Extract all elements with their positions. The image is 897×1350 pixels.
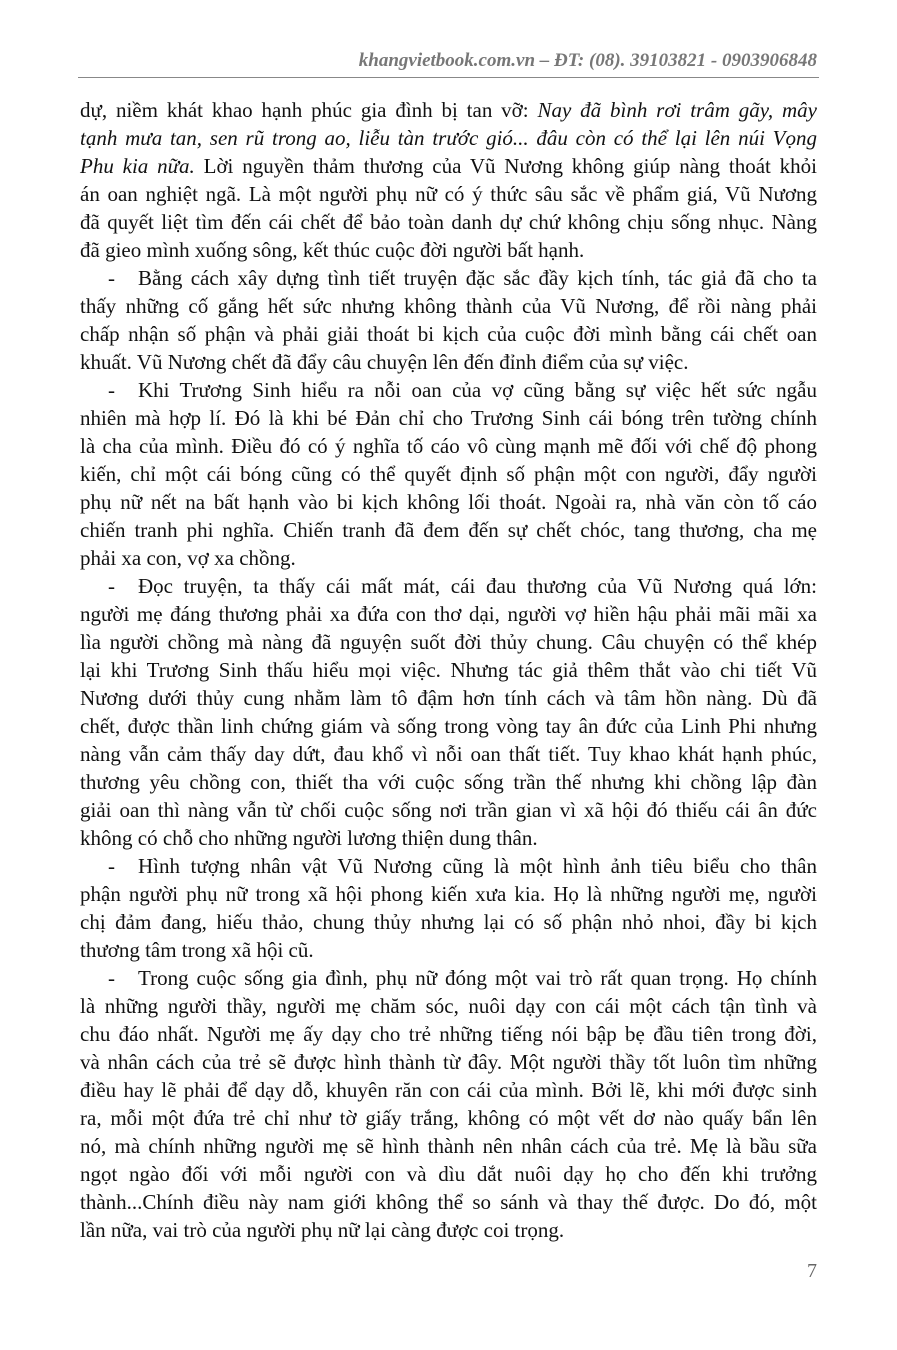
- text-line: [80, 1020, 817, 1048]
- text-run: kiến, chỉ một cái bóng cũng có thể quyết định số phận một con người, đẩy người: [80, 462, 817, 486]
- text-run: người mẹ đáng thương phải xa đứa con thơ dại, người vợ hiền hậu phải mãi mãi xa: [80, 602, 817, 626]
- text-run: chiến tranh phi nghĩa. Chiến tranh đã đem đến sự chết chóc, tang thương, cha mẹ: [80, 518, 817, 542]
- text-line: [80, 264, 817, 292]
- bullet-dash: -: [108, 574, 115, 598]
- text-line: [80, 152, 817, 180]
- text-line: [80, 236, 817, 264]
- text-run: thương tâm trong xã hội cũ.: [80, 938, 314, 962]
- text-line: [80, 1104, 817, 1132]
- text-line: [80, 348, 817, 376]
- bullet-dash: -: [108, 378, 115, 402]
- text-run: giải oan thì nàng vẫn từ chối cuộc sống nơi trần gian vì xã hội đó thiếu cái ân đức: [80, 798, 817, 822]
- text-line: [80, 964, 817, 992]
- paragraph: [80, 852, 817, 964]
- text-run: Trong cuộc sống gia đình, phụ nữ đóng một vai trò rất quan trọng. Họ chính: [138, 966, 817, 990]
- text-run: Lời nguyền thảm thương của Vũ Nương không giúp nàng thoát khỏi: [194, 154, 817, 178]
- text-run: thương yêu chồng con, thiết tha với cuộc sống trần thế nhưng khi chồng lập đàn: [80, 770, 817, 794]
- text-run: và nhân cách của trẻ sẽ được hình thành từ đây. Một người thầy tốt luôn tìm những: [80, 1050, 817, 1074]
- text-line: [80, 852, 817, 880]
- text-line: [80, 320, 817, 348]
- text-run: là cha của mình. Điều đó có ý nghĩa tố cáo vô cùng mạnh mẽ đối với chế độ phong: [80, 434, 817, 458]
- text-run: Nương dưới thủy cung nhằm làm tô đậm hơn tính cách và tâm hồn nàng. Dù đã: [80, 686, 817, 710]
- text-line: [80, 824, 817, 852]
- text-run: là những người thầy, người mẹ chăm sóc, nuôi dạy con cái một cách tận tình và: [80, 994, 817, 1018]
- text-run: chị đảm đang, hiếu thảo, chung thủy nhưng lại có số phận nhỏ nhoi, đầy bi kịch: [80, 910, 817, 934]
- text-line: [80, 1160, 817, 1188]
- text-run: thấy những cố gắng hết sức nhưng không thành của Vũ Nương, để rồi nàng phải: [80, 294, 817, 318]
- text-run: Hình tượng nhân vật Vũ Nương cũng là một hình ảnh tiêu biểu cho thân: [138, 854, 817, 878]
- text-run: ra, mỗi một đứa trẻ chỉ như tờ giấy trắng, không có một vết dơ nào quấy bẩn lên: [80, 1106, 817, 1130]
- text-run: khuất. Vũ Nương chết đã đẩy câu chuyện lên đến đỉnh điểm của sự việc.: [80, 350, 689, 374]
- text-run: phải xa con, vợ xa chồng.: [80, 546, 296, 570]
- paragraph: [80, 964, 817, 1244]
- text-line: [80, 544, 817, 572]
- text-line: [80, 1132, 817, 1160]
- italic-quote: tạnh mưa tan, sen rũ trong ao, liễu tàn trước gió... đâu còn có thể lại lên núi Vọng: [80, 126, 817, 150]
- text-line: [80, 992, 817, 1020]
- text-line: [80, 488, 817, 516]
- text-line: [80, 124, 817, 152]
- page-header: khangvietbook.com.vn – ĐT: (08). 39103821 - 0903906848: [358, 50, 817, 71]
- header-rule: [78, 77, 819, 78]
- text-run: dự, niềm khát khao hạnh phúc gia đình bị tan vỡ:: [80, 98, 538, 122]
- text-run: Bằng cách xây dựng tình tiết truyện đặc sắc đầy kịch tính, tác giả đã cho ta: [138, 266, 817, 290]
- paragraph: [80, 264, 817, 376]
- text-line: [80, 656, 817, 684]
- bullet-dash: -: [108, 966, 115, 990]
- text-run: chu đáo nhất. Người mẹ ấy dạy cho trẻ những tiếng nói bập bẹ đầu tiên trong đời,: [80, 1022, 817, 1046]
- text-line: [80, 684, 817, 712]
- text-line: [80, 936, 817, 964]
- text-line: [80, 292, 817, 320]
- text-run: thành...Chính điều này nam giới không thể so sánh và thay thế được. Do đó, một: [80, 1190, 817, 1214]
- text-line: [80, 1076, 817, 1104]
- paragraph: [80, 572, 817, 852]
- text-line: [80, 376, 817, 404]
- text-run: lần nữa, vai trò của người phụ nữ lại càng được coi trọng.: [80, 1218, 565, 1242]
- text-run: đã quyết liệt tìm đến cái chết để bảo toàn danh dự chứ không chịu sống nhục. Nàng: [80, 210, 817, 234]
- text-run: chết, được thần linh chứng giám và sống trong vòng tay ân đức của Linh Phi nhưng: [80, 714, 817, 738]
- text-run: không có chỗ cho những người lương thiện dung thân.: [80, 826, 538, 850]
- text-line: [80, 1188, 817, 1216]
- italic-quote: Phu kia nữa.: [80, 154, 195, 178]
- text-line: [80, 208, 817, 236]
- text-line: [80, 768, 817, 796]
- text-line: [80, 908, 817, 936]
- text-line: [80, 180, 817, 208]
- text-run: lìa người chồng mà nàng đã nguyện suốt đời thủy chung. Câu chuyện có thể khép: [80, 630, 817, 654]
- text-line: [80, 404, 817, 432]
- text-line: [80, 628, 817, 656]
- bullet-dash: -: [108, 854, 115, 878]
- text-run: lại khi Trương Sinh thấu hiểu mọi việc. Nhưng tác giả thêm thắt vào chi tiết Vũ: [80, 658, 817, 682]
- page-number: 7: [807, 1260, 817, 1282]
- text-run: phụ nữ nết na bất hạnh vào bi kịch không lối thoát. Ngoài ra, nhà văn còn tố cáo: [80, 490, 817, 514]
- text-line: [80, 460, 817, 488]
- text-line: [80, 880, 817, 908]
- text-line: [80, 572, 817, 600]
- text-line: [80, 600, 817, 628]
- text-run: Đọc truyện, ta thấy cái mất mát, cái đau thương của Vũ Nương quá lớn:: [138, 574, 817, 598]
- text-run: điều hay lẽ phải để dạy dỗ, khuyên răn con cái của mình. Bởi lẽ, khi mới được sinh: [80, 1078, 817, 1102]
- text-line: [80, 1216, 817, 1244]
- document-body: [80, 96, 817, 1244]
- italic-quote: Nay đã bình rơi trâm gãy, mây: [537, 98, 817, 122]
- text-run: ngọt ngào đối với mỗi người con và dìu dắt nuôi dạy họ cho đến khi trưởng: [80, 1162, 817, 1186]
- text-line: [80, 1048, 817, 1076]
- text-line: [80, 740, 817, 768]
- text-run: nàng vẫn cảm thấy day dứt, đau khổ vì nỗi oan thất tiết. Tuy khao khát hạnh phúc,: [80, 742, 817, 766]
- text-line: [80, 516, 817, 544]
- text-run: nhiên mà hợp lí. Đó là khi bé Đản chỉ cho Trương Sinh cái bóng trên tường chính: [80, 406, 817, 430]
- text-run: chấp nhận số phận và phải giải thoát bi kịch của cuộc đời mình bằng cái chết oan: [80, 322, 817, 346]
- paragraph: [80, 376, 817, 572]
- text-line: [80, 712, 817, 740]
- text-run: đã gieo mình xuống sông, kết thúc cuộc đời người bất hạnh.: [80, 238, 585, 262]
- bullet-dash: -: [108, 266, 115, 290]
- text-run: Khi Trương Sinh hiểu ra nỗi oan của vợ cũng bằng sự việc hết sức ngẫu: [138, 378, 817, 402]
- text-line: [80, 432, 817, 460]
- text-run: phận người phụ nữ trong xã hội phong kiến xưa kia. Họ là những người mẹ, người: [80, 882, 817, 906]
- text-run: nó, mà chính những người mẹ sẽ hình thành nên nhân cách của trẻ. Mẹ là bầu sữa: [80, 1134, 817, 1158]
- paragraph: [80, 96, 817, 264]
- text-line: [80, 96, 817, 124]
- text-run: án oan nghiệt ngã. Là một người phụ nữ có ý thức sâu sắc về phẩm giá, Vũ Nương: [80, 182, 817, 206]
- text-line: [80, 796, 817, 824]
